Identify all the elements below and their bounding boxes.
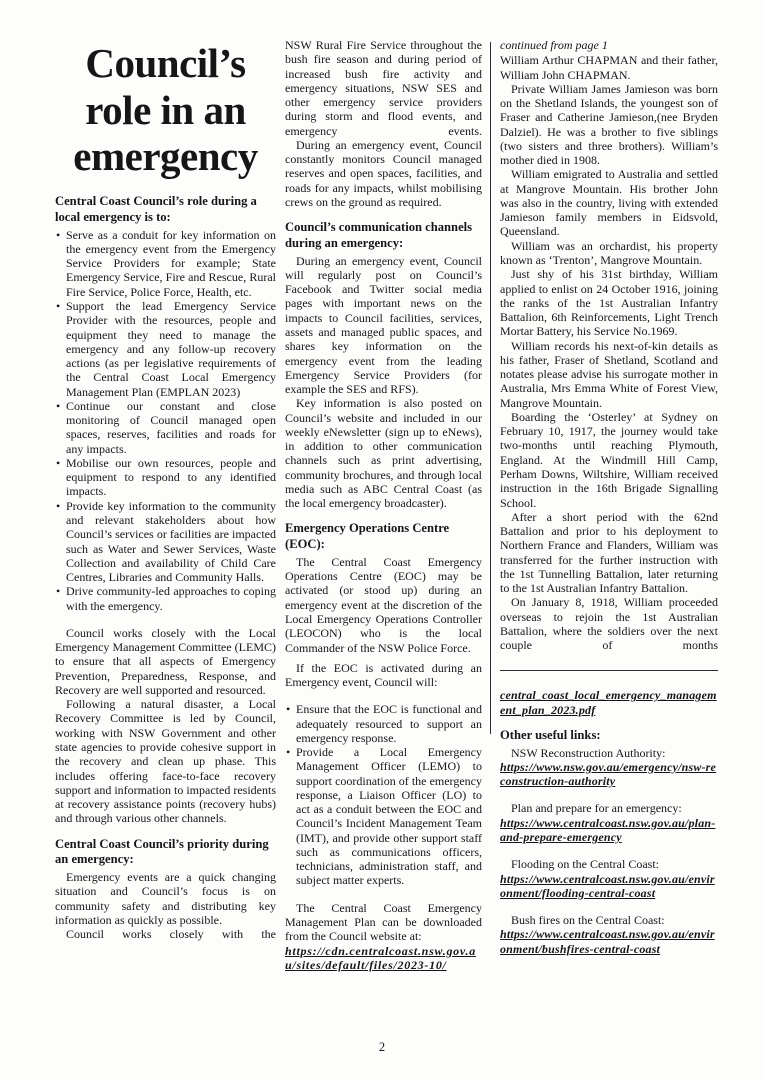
eoc-bullet: • Ensure that the EOC is functional and adequately resourced to support an emergency response.: [285, 702, 482, 745]
story-paragraph: Just shy of his 31st birthday, William applied to enlist on 24 October 1916, joining the ranks of the 1st Australian Infantry Battalion, 6th Reinforcements, Light Trench Mortar Battery, his Service No.1969.: [500, 267, 718, 339]
column-divider: [490, 42, 491, 734]
priority-paragraph: Emergency events are a quick changing situation and Council’s focus is on community safety and distributing key information as quickly as possible.: [55, 870, 276, 927]
story-paragraph: William was an orchardist, his property known as ‘Trenton’, Mangrove Mountain.: [500, 238, 718, 267]
eoc-bullet-list: [285, 702, 482, 887]
useful-link-label: Flooding on the Central Coast:: [511, 857, 659, 872]
story-paragraph: Boarding the ‘Osterley’ at Sydney on February 10, 1917, the journey would take two-months until reaching Plymouth, England. At the Windmill Hill Camp, Perham Downs, Wiltshire, William received instruction in the 16th Brigade Signalling School.: [500, 409, 718, 510]
story-paragraph: William emigrated to Australia and settled at Mangrove Mountain. His brother John was also in the country, living with extended Jamieson family members in Eidsvold, Queensland.: [500, 167, 718, 239]
recovery-paragraph: Following a natural disaster, a Local Recovery Committee is led by Council, working with NSW Government and other state agencies to provide cohesive support in the recovery and clean up phase. This includes offering face-to-face recovery support and information to impacted residents at recovery assistance points (recovery hubs) and through various other channels.: [55, 697, 276, 826]
story-paragraph: On January 8, 1918, William proceeded overseas to rejoin the 1st Australian Battalion, where the soldiers over the next couple of months: [500, 595, 718, 653]
useful-links-heading: Other useful links:: [500, 727, 601, 742]
column-right: [500, 38, 718, 956]
story-paragraph: William Arthur CHAPMAN and their father, William John CHAPMAN.: [500, 53, 718, 82]
useful-link-label: NSW Reconstruction Authority:: [511, 745, 666, 760]
useful-link-label: Plan and prepare for an emergency:: [511, 801, 682, 816]
role-bullet: • Mobilise our own resources, people and equipment to respond to any identified impacts.: [55, 456, 276, 499]
useful-link-group: [500, 746, 718, 789]
website-paragraph: Key information is also posted on Council’s website and included in our weekly eNewsletter (sign up to eNews), in addition to other communication channels such as print advertising, community brochures, and through local media such as ABC Central Coast (as the local emergency broadcaster).: [285, 396, 482, 511]
useful-link-url[interactable]: https://www.centralcoast.nsw.gov.au/plan-and-prepare-emergency: [500, 815, 716, 845]
continuation-paragraph: NSW Rural Fire Service throughout the bush fire season and during period of increased bush fire activity and emergency situations, NSW SES and other emergency service providers during storm and flood events, and emergency events.: [285, 38, 482, 138]
social-media-paragraph: During an emergency event, Council will regularly post on Council’s Facebook and Twitter social media pages with important news on the impacts to Council facilities, services, assets and managed public spaces, and shares key information on the emergency event from the leading Emergency Service Providers (for example the SES and RFS).: [285, 253, 482, 397]
role-bullet: • Drive community-led approaches to coping with the emergency.: [55, 584, 276, 613]
communication-heading: Council’s communication channels during an emergency:: [285, 220, 473, 250]
priority-heading: Central Coast Council’s priority during an emergency:: [55, 836, 269, 867]
story-paragraph: Private William James Jamieson was born on the Shetland Islands, the youngest son of Fraser and Catherine Jamieson,(nee Bryden Dalziel). He was a brother to five siblings (two sisters and three brothers). William’s mother died in 1908.: [500, 81, 718, 168]
useful-link-url[interactable]: https://www.centralcoast.nsw.gov.au/environment/flooding-central-coast: [500, 871, 715, 900]
story-paragraph: William records his next-of-kin details as his father, Fraser of Shetland, Scotland and notates please advise his surrogate mother in Australia, Mrs Emma White of Forest View, Mangrove Mountain.: [500, 338, 718, 410]
continued-note: continued from page 1: [500, 38, 608, 52]
page-title: Council’s role in an emergency: [73, 40, 258, 180]
role-bullet-list: [55, 228, 276, 613]
role-bullet: • Continue our constant and close monitoring of Council managed open spaces, reserves, facilities and roads for any impacts.: [55, 399, 276, 456]
role-bullet: • Serve as a conduit for key information on the emergency event from the Emergency Service Providers for example; State Emergency Service, Fire and Rescue, Rural Fire Service, Police Force, Health, etc.: [55, 228, 276, 299]
useful-link-group: [500, 857, 718, 900]
eoc-paragraph: The Central Coast Emergency Operations Centre (EOC) may be activated (or stood up) during an emergency event at the discretion of the Local Emergency Operations Controller (LEOCON) who is the local Commander of the NSW Police Force.: [285, 554, 482, 655]
plan-download-link[interactable]: https://cdn.centralcoast.nsw.gov.au/sites/default/files/2023-10/: [285, 943, 476, 972]
role-bullet: • Provide key information to the community and relevant stakeholders about how Council’s services or facilities are impacted such as Water and Sewer Services, Waste Collection and availability of Child Care Centres, Libraries and Community Halls.: [55, 499, 276, 585]
eoc-bullet: • Provide a Local Emergency Management Officer (LEMO) to support coordination of the emergency response, a Liaison Officer (LO) to act as a conduit between the EOC and Council’s Incident Management Team (IMT), and provide other support staff such as communications officers, technicians, administration staff, and subject matter experts.: [285, 745, 482, 888]
page-number: 2: [378, 1040, 386, 1055]
useful-link-group: [500, 913, 718, 956]
emplan-pdf-link[interactable]: central_coast_local_emergency_management_plan_2023.pdf: [500, 688, 717, 717]
continuation-line: Council works closely with the: [66, 927, 276, 942]
useful-link-url[interactable]: https://www.centralcoast.nsw.gov.au/environment/bushfires-central-coast: [500, 927, 715, 956]
role-bullet: • Support the lead Emergency Service Provider with the resources, people and equipment they need to manage the emergency and any follow-up recovery actions (as per legislative requirements of the Central Coast Local Emergency Management Plan (EMPLAN 2023): [55, 299, 276, 399]
eoc-heading: Emergency Operations Centre (EOC):: [285, 521, 450, 552]
column-left: [55, 38, 276, 941]
useful-link-url[interactable]: https://www.nsw.gov.au/emergency/nsw-reconstruction-authority: [500, 759, 717, 789]
useful-link-label: Bush fires on the Central Coast:: [511, 913, 665, 928]
section-rule: [500, 670, 718, 671]
role-heading: Central Coast Council’s role during a local emergency is to:: [55, 194, 257, 224]
eoc-activated-paragraph: If the EOC is activated during an Emergency event, Council will:: [285, 660, 482, 690]
story-paragraph: After a short period with the 62nd Battalion and prior to his deployment to Northern France and Flanders, William was transferred for the further instruction with the 1st Tunnelling Battalion, later returning to the 1st Australian Infantry Battalion.: [500, 509, 718, 596]
monitoring-paragraph: During an emergency event, Council constantly monitors Council managed reserves and open spaces, facilities, and roads for any impacts, whilst mobilising crews on the ground as required.: [285, 137, 482, 209]
column-middle: [285, 38, 482, 972]
plan-paragraph: The Central Coast Emergency Management Plan can be downloaded from the Council website at:: [285, 900, 482, 944]
lemc-paragraph: Council works closely with the Local Emergency Management Committee (LEMC) to ensure that all aspects of Emergency Prevention, Preparedness, Response, and Recovery are well supported and resourced.: [55, 625, 276, 697]
useful-link-group: [500, 801, 718, 844]
